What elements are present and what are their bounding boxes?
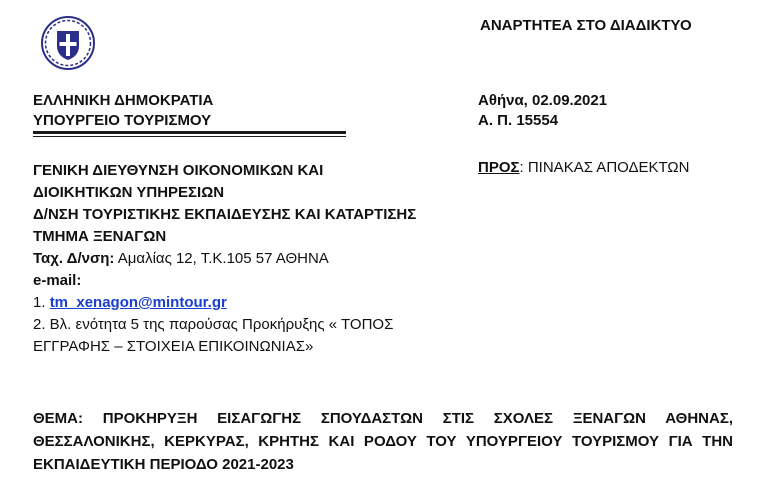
- sender-line-1: ΓΕΝΙΚΗ ΔΙΕΥΘΥΝΣΗ ΟΙΚΟΝΟΜΙΚΩΝ ΚΑΙ: [33, 162, 324, 179]
- recipients-line: [478, 157, 689, 178]
- subject-line-1-text: ΘΕΜΑ: ΠΡΟΚΗΡΥΞΗ ΕΙΣΑΓΩΓΗΣ ΣΠΟΥΔΑΣΤΩΝ ΣΤΙΣ ΣΧΟΛΕΣ ΞΕΝΑΓΩΝ ΑΘΗΝΑΣ,: [33, 410, 733, 427]
- email-item-2-line-2: ΕΓΓΡΑΦΗΣ – ΣΤΟΙΧΕΙΑ ΕΠΙΚΟΙΝΩΝΙΑΣ»: [33, 338, 314, 355]
- sender-line-2: ΔΙΟΙΚΗΤΙΚΩΝ ΥΠΗΡΕΣΙΩΝ: [33, 184, 225, 201]
- email-item-1: [33, 292, 227, 313]
- to-value: : ΠΙΝΑΚΑΣ ΑΠΟΔΕΚΤΩΝ: [519, 159, 690, 176]
- document-date: Αθήνα, 02.09.2021: [478, 92, 608, 109]
- subject-line-2: [33, 431, 733, 452]
- address-value: Αμαλίας 12, Τ.Κ.105 57 ΑΘΗΝΑ: [114, 250, 329, 267]
- subject-line-3: ΕΚΠΑΙΔΕΥΤΙΚΗ ΠΕΡΙΟΔΟ 2021-2023: [33, 456, 294, 473]
- subject-line-2-text: ΘΕΣΣΑΛΟΝΙΚΗΣ, ΚΕΡΚΥΡΑΣ, ΚΡΗΤΗΣ ΚΑΙ ΡΟΔΟΥ ΤΟΥ ΥΠΟΥΡΓΕΙΟΥ ΤΟΥΡΙΣΜΟΥ ΓΙΑ ΤΗΝ: [33, 433, 733, 450]
- publish-notice: ΑΝΑΡΤΗΤΕΑ ΣΤΟ ΔΙΑΔΙΚΤΥΟ: [480, 17, 692, 34]
- email-item-2-line-1: 2. Βλ. ενότητα 5 της παρούσας Προκήρυξης « ΤΟΠΟΣ: [33, 316, 394, 333]
- email-link[interactable]: tm_xenagon@mintour.gr: [49, 294, 227, 311]
- header-divider-thin: [33, 136, 346, 137]
- sender-line-4: ΤΜΗΜΑ ΞΕΝΑΓΩΝ: [33, 228, 167, 245]
- greek-coat-of-arms-icon: [40, 15, 96, 71]
- to-label: ΠΡΟΣ: [478, 159, 520, 176]
- ministry-title: ΥΠΟΥΡΓΕΙΟ ΤΟΥΡΙΣΜΟΥ: [33, 112, 212, 129]
- republic-title: ΕΛΛΗΝΙΚΗ ΔΗΜΟΚΡΑΤΙΑ: [33, 92, 214, 109]
- email-label: e-mail:: [33, 272, 82, 289]
- protocol-number: Α. Π. 15554: [478, 112, 559, 129]
- header-divider-thick: [33, 131, 346, 134]
- subject-line-1: [33, 408, 733, 429]
- email-item-1-prefix: 1.: [33, 294, 50, 311]
- address-line: [33, 248, 329, 269]
- sender-line-3: Δ/ΝΣΗ ΤΟΥΡΙΣΤΙΚΗΣ ΕΚΠΑΙΔΕΥΣΗΣ ΚΑΙ ΚΑΤΑΡΤΙΣΗΣ: [33, 206, 417, 223]
- address-label: Ταχ. Δ/νση:: [33, 250, 115, 267]
